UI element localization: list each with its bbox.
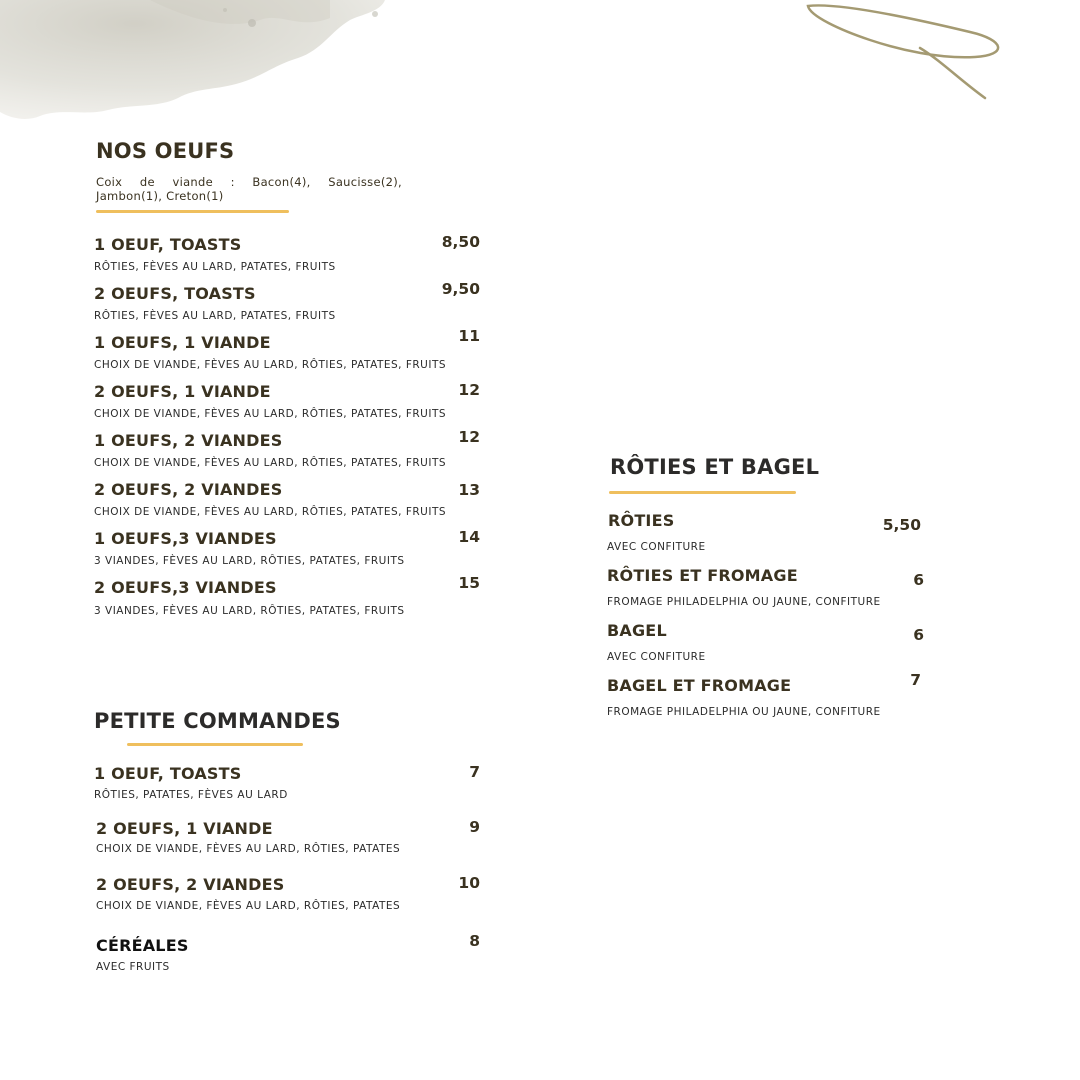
item-price: 9	[469, 818, 480, 836]
item-price: 11	[458, 327, 480, 345]
item-description: CHOIX DE VIANDE, FÈVES AU LARD, RÔTIES, PATATES, FRUITS	[94, 506, 447, 518]
line-art-decoration	[800, 0, 1010, 105]
item-description: RÔTIES, FÈVES AU LARD, PATATES, FRUITS	[94, 261, 336, 273]
section-title-oeufs: NOS OEUFS	[96, 139, 235, 163]
item-name: 1 OEUF, TOASTS	[94, 764, 242, 783]
item-description: CHOIX DE VIANDE, FÈVES AU LARD, RÔTIES, PATATES	[96, 900, 401, 912]
item-description: FROMAGE PHILADELPHIA OU JAUNE, CONFITURE	[607, 596, 881, 608]
item-name: 2 OEUFS, 2 VIANDES	[96, 875, 285, 894]
item-description: 3 VIANDES, FÈVES AU LARD, RÔTIES, PATATES, FRUITS	[94, 605, 405, 617]
item-name: RÔTIES	[608, 511, 675, 530]
item-name: 2 OEUFS, TOASTS	[94, 284, 256, 303]
item-price: 8,50	[441, 233, 480, 251]
item-name: 1 OEUF, TOASTS	[94, 235, 242, 254]
item-price: 14	[458, 528, 480, 546]
item-name: 2 OEUFS, 1 VIANDE	[94, 382, 271, 401]
item-name: 2 OEUFS,3 VIANDES	[94, 578, 277, 597]
item-description: AVEC FRUITS	[96, 961, 170, 973]
item-name: 1 OEUFS, 2 VIANDES	[94, 431, 283, 450]
watercolor-stain-decoration	[0, 0, 400, 125]
item-description: CHOIX DE VIANDE, FÈVES AU LARD, RÔTIES, PATATES	[96, 843, 401, 855]
item-price: 7	[910, 671, 921, 689]
item-description: CHOIX DE VIANDE, FÈVES AU LARD, RÔTIES, PATATES, FRUITS	[94, 359, 447, 371]
item-description: 3 VIANDES, FÈVES AU LARD, RÔTIES, PATATES, FRUITS	[94, 555, 405, 567]
item-price: 9,50	[441, 280, 480, 298]
item-description: CHOIX DE VIANDE, FÈVES AU LARD, RÔTIES, PATATES, FRUITS	[94, 457, 447, 469]
item-price: 8	[469, 932, 480, 950]
item-name: CÉRÉALES	[96, 936, 189, 955]
item-price: 6	[913, 571, 924, 589]
section-underline	[127, 743, 303, 746]
item-description: AVEC CONFITURE	[607, 651, 706, 663]
item-name: 1 OEUFS, 1 VIANDE	[94, 333, 271, 352]
item-description: AVEC CONFITURE	[607, 541, 706, 553]
section-title-roties-bagel: RÔTIES ET BAGEL	[610, 455, 820, 479]
section-underline	[96, 210, 289, 213]
item-price: 13	[458, 481, 480, 499]
item-price: 7	[469, 763, 480, 781]
section-title-petite-commandes: PETITE COMMANDES	[94, 709, 341, 733]
item-name: 2 OEUFS, 2 VIANDES	[94, 480, 283, 499]
item-name: RÔTIES ET FROMAGE	[607, 566, 798, 585]
item-price: 5,50	[882, 516, 921, 534]
item-name: BAGEL	[607, 621, 667, 640]
section-underline	[609, 491, 796, 494]
item-description: RÔTIES, PATATES, FÈVES AU LARD	[94, 789, 288, 801]
item-description: FROMAGE PHILADELPHIA OU JAUNE, CONFITURE	[607, 706, 881, 718]
item-name: BAGEL ET FROMAGE	[607, 676, 792, 695]
item-price: 12	[458, 428, 480, 446]
item-description: CHOIX DE VIANDE, FÈVES AU LARD, RÔTIES, PATATES, FRUITS	[94, 408, 447, 420]
item-name: 1 OEUFS,3 VIANDES	[94, 529, 277, 548]
item-description: RÔTIES, FÈVES AU LARD, PATATES, FRUITS	[94, 310, 336, 322]
item-price: 12	[458, 381, 480, 399]
item-name: 2 OEUFS, 1 VIANDE	[96, 819, 273, 838]
item-price: 6	[913, 626, 924, 644]
item-price: 15	[458, 574, 480, 592]
meat-choice-note: Coix de viande : Bacon(4), Saucisse(2), Jambon(1), Creton(1)	[96, 175, 402, 203]
item-price: 10	[458, 874, 480, 892]
